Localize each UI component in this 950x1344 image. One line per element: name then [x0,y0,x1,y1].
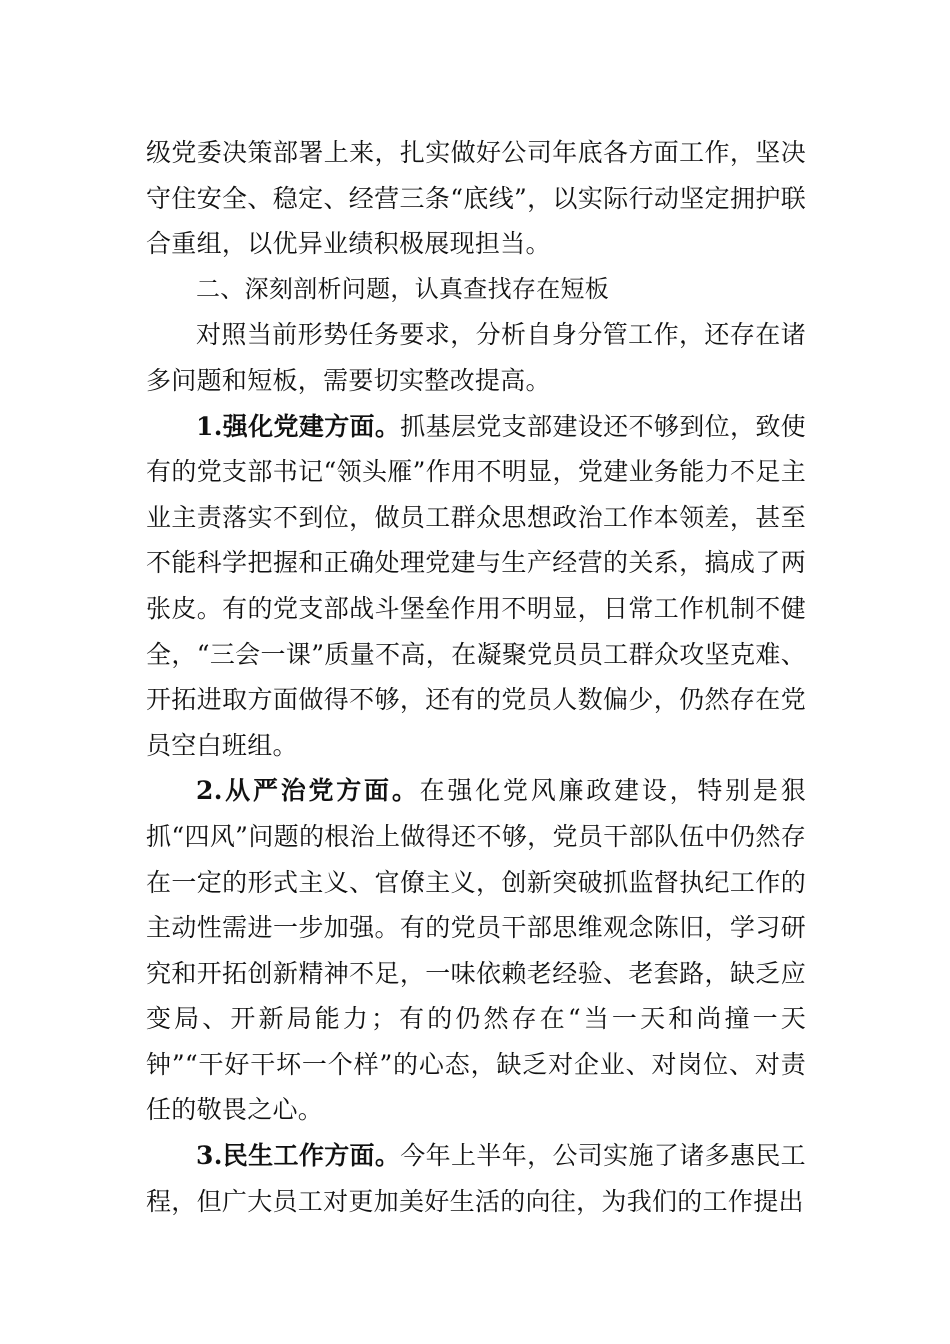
item-3-lead: 3.民生工作方面。 [196,1141,401,1171]
paragraph-intro: 对照当前形势任务要求，分析自身分管工作，还存在诸多问题和短板，需要切实整改提高。 [146,320,806,395]
paragraph-item-2 [146,768,806,1133]
item-2-body: 在强化党风廉政建设，特别是狠抓“四风”问题的根治上做得还不够，党员干部队伍中仍然存在一定的形式主义、官僚主义，创新突破抓监督执纪工作的主动性需进一步加强。有的党员干部思维观念陈旧，学习研究和开拓创新精神不足，一味依赖老经验、老套路，缺乏应变局、开新局能力；有的仍然存在“当一天和尚撞一天钟”“干好干坏一个样”的心态，缺乏对企业、对岗位、对责任的敬畏之心。 [146,776,806,1125]
item-1-lead: 1.强化党建方面。 [196,411,401,441]
paragraph-item-3 [146,1133,806,1224]
document-body [146,130,806,1224]
item-3-body: 今年上半年，公司实施了诸多惠民工程，但广大员工对更加美好生活的向往，为我们的工作提出 [146,1141,806,1216]
section-heading: 二、深刻剖析问题，认真查找存在短板 [196,274,610,303]
paragraph-item-1 [146,404,806,769]
paragraph-continuation: 级党委决策部署上来，扎实做好公司年底各方面工作，坚决守住安全、稳定、经营三条“底线”，以实际行动坚定拥护联合重组，以优异业绩积极展现担当。 [146,138,806,259]
item-1-body: 抓基层党支部建设还不够到位，致使有的党支部书记“领头雁”作用不明显，党建业务能力不足主业主责落实不到位，做员工群众思想政治工作本领差，甚至不能科学把握和正确处理党建与生产经营的关系，搞成了两张皮。有的党支部战斗堡垒作用不明显，日常工作机制不健全，“三会一课”质量不高，在凝聚党员员工群众攻坚克难、开拓进取方面做得不够，还有的党员人数偏少，仍然存在党员空白班组。 [146,411,806,760]
item-2-lead: 2.从严治党方面。 [196,776,420,806]
